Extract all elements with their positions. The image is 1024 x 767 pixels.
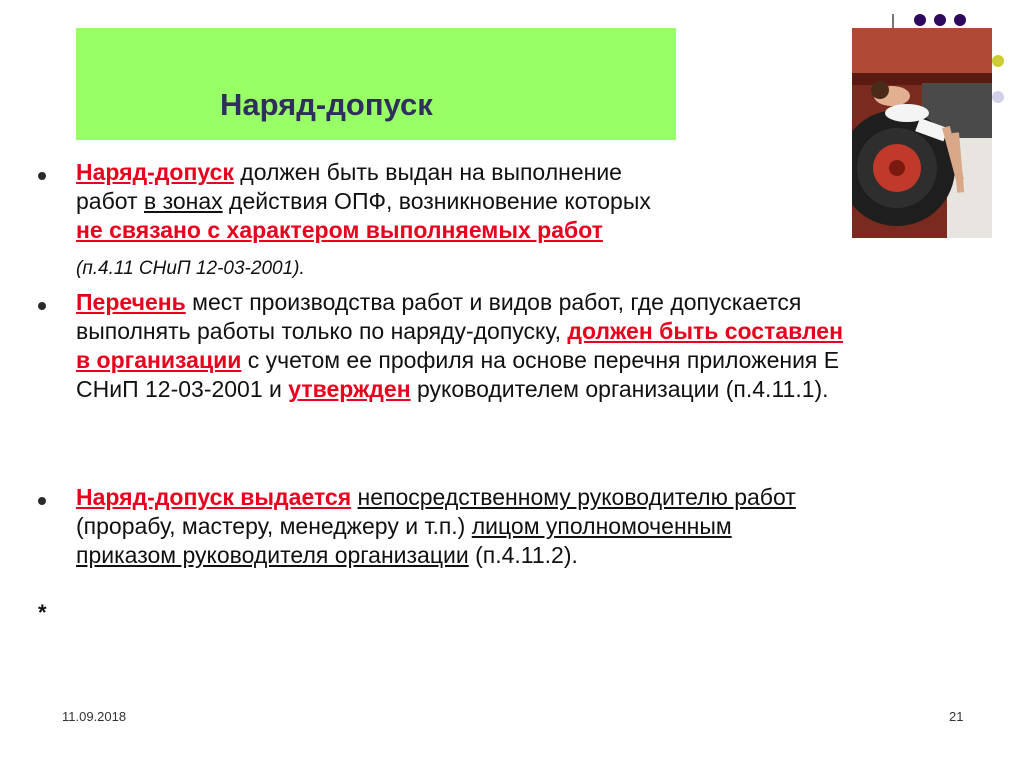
bullet-2-part-3: должен быть составлен в организации xyxy=(76,318,843,373)
bullet-1-part-6: не связано с характером выполняемых работ xyxy=(76,217,603,243)
bullet-2-part-5: утвержден xyxy=(288,376,411,402)
bullet-1-part-4: в зонах xyxy=(143,188,223,214)
decorative-dot-light xyxy=(992,91,1004,103)
bullet-1-part-2: должен быть выдан на выполнение xyxy=(233,159,622,185)
page-number: 21 xyxy=(949,709,964,724)
footer-date: 11.09.2018 xyxy=(62,709,127,724)
bullet-marker-2 xyxy=(38,302,46,310)
asterisk-note: * xyxy=(38,600,47,625)
reference-note: (п.4.11 СНиП 12-03-2001). xyxy=(76,258,305,279)
title-box xyxy=(76,28,676,140)
bullet-1-part-1: Наряд-допуск xyxy=(76,159,234,185)
decorative-dot-dark-3 xyxy=(954,14,966,26)
bullet-text-3 xyxy=(76,483,836,570)
bullet-text-2 xyxy=(76,288,851,404)
decorative-dot-dark-1 xyxy=(914,14,926,26)
bullet-2-part-1: Перечень xyxy=(76,289,186,315)
bullet-2-part-2: мест производства работ и видов работ, где допускается выполнять работы только по наряду-допуску, xyxy=(76,289,802,344)
bullet-marker-3 xyxy=(38,497,46,505)
photo-woman-on-tractor-wheel-icon xyxy=(852,28,992,238)
slide-title: Наряд-допуск xyxy=(220,87,433,122)
bullet-text-1 xyxy=(76,158,836,245)
bullet-2-part-4: с учетом ее профиля на основе перечня приложения Е СНиП 12-03-2001 и xyxy=(76,347,840,402)
bullet-1-part-3: работ xyxy=(76,188,144,214)
bullet-1-part-5: действия ОПФ, возникновение которых xyxy=(222,188,651,214)
bullet-3-part-5: лицом уполномоченным приказом руководителя организации xyxy=(76,513,732,568)
decorative-dot-dark-2 xyxy=(934,14,946,26)
bullet-2-part-6: руководителем организации (п.4.11.1). xyxy=(410,376,829,402)
decorative-dot-olive xyxy=(992,55,1004,67)
bullet-3-part-1: Наряд-допуск выдается xyxy=(76,484,352,510)
bullet-marker-1 xyxy=(38,172,46,180)
bullet-3-part-6: (п.4.11.2). xyxy=(468,542,578,568)
bullet-3-part-3: непосредственному руководителю работ xyxy=(357,484,796,510)
bullet-3-part-4: (прорабу, мастеру, менеджеру и т.п.) xyxy=(76,513,472,539)
